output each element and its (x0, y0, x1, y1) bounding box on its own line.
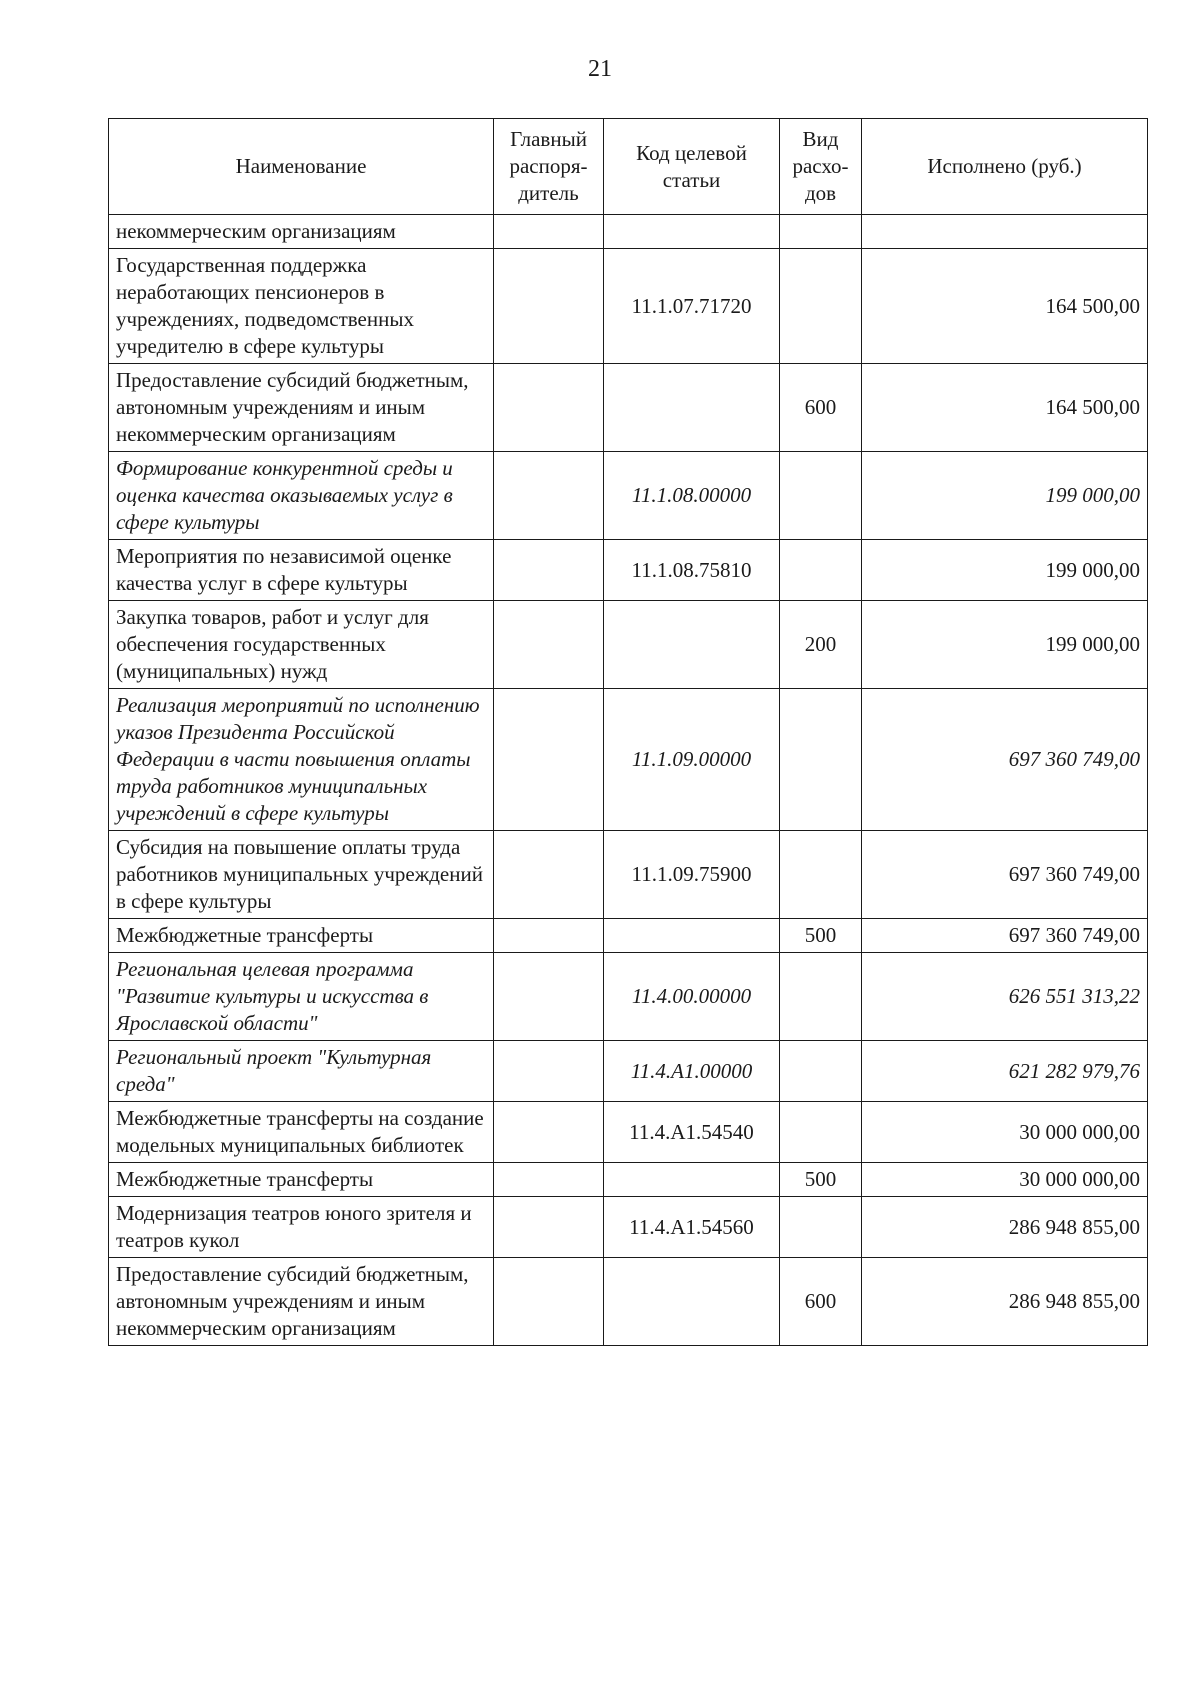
cell-name: Межбюджетные трансферты (109, 919, 494, 953)
table-row (109, 215, 1148, 249)
cell-type (780, 831, 862, 919)
cell-type: 500 (780, 919, 862, 953)
cell-code: 11.1.09.75900 (604, 831, 780, 919)
cell-code: 11.4.00.00000 (604, 953, 780, 1041)
cell-chief (494, 1258, 604, 1346)
table-row (109, 452, 1148, 540)
cell-name: Предоставление субсидий бюджетным, автономным учреждениям и иным некоммерческим организациям (109, 1258, 494, 1346)
table-row (109, 1163, 1148, 1197)
table-row (109, 1102, 1148, 1163)
cell-chief (494, 452, 604, 540)
cell-name: Межбюджетные трансферты на создание модельных муниципальных библиотек (109, 1102, 494, 1163)
cell-name: Субсидия на повышение оплаты труда работников муниципальных учреждений в сфере культуры (109, 831, 494, 919)
cell-type (780, 953, 862, 1041)
header-name: Наименование (109, 119, 494, 215)
cell-chief (494, 215, 604, 249)
cell-type: 600 (780, 1258, 862, 1346)
cell-name: Межбюджетные трансферты (109, 1163, 494, 1197)
cell-name: Региональная целевая программа "Развитие культуры и искусства в Ярославской области" (109, 953, 494, 1041)
header-type: Вид расхо-дов (780, 119, 862, 215)
cell-type (780, 215, 862, 249)
cell-type (780, 1102, 862, 1163)
cell-amount: 286 948 855,00 (862, 1197, 1148, 1258)
cell-chief (494, 831, 604, 919)
cell-type (780, 1041, 862, 1102)
cell-chief (494, 953, 604, 1041)
header-amount: Исполнено (руб.) (862, 119, 1148, 215)
cell-type (780, 249, 862, 364)
cell-code (604, 215, 780, 249)
cell-amount: 626 551 313,22 (862, 953, 1148, 1041)
budget-table (108, 118, 1148, 1346)
table-row (109, 364, 1148, 452)
cell-type (780, 689, 862, 831)
cell-chief (494, 1197, 604, 1258)
cell-type: 500 (780, 1163, 862, 1197)
cell-name: Государственная поддержка неработающих пенсионеров в учреждениях, подведомственных учредителю в сфере культуры (109, 249, 494, 364)
table-row (109, 831, 1148, 919)
cell-name: Реализация мероприятий по исполнению указов Президента Российской Федерации в части повышения оплаты труда работников муниципальных учреждений в сфере культуры (109, 689, 494, 831)
cell-amount: 199 000,00 (862, 540, 1148, 601)
cell-type (780, 540, 862, 601)
cell-amount: 286 948 855,00 (862, 1258, 1148, 1346)
cell-chief (494, 364, 604, 452)
cell-amount: 30 000 000,00 (862, 1163, 1148, 1197)
cell-type: 600 (780, 364, 862, 452)
cell-amount: 621 282 979,76 (862, 1041, 1148, 1102)
table-row (109, 540, 1148, 601)
cell-code: 11.1.08.00000 (604, 452, 780, 540)
cell-chief (494, 601, 604, 689)
header-code: Код целевой статьи (604, 119, 780, 215)
cell-amount (862, 215, 1148, 249)
cell-name: Мероприятия по независимой оценке качества услуг в сфере культуры (109, 540, 494, 601)
cell-code (604, 1163, 780, 1197)
cell-type (780, 1197, 862, 1258)
table-row (109, 1197, 1148, 1258)
table-row (109, 953, 1148, 1041)
cell-code (604, 919, 780, 953)
cell-chief (494, 689, 604, 831)
table-row (109, 689, 1148, 831)
cell-name: Модернизация театров юного зрителя и театров кукол (109, 1197, 494, 1258)
cell-type: 200 (780, 601, 862, 689)
cell-amount: 164 500,00 (862, 364, 1148, 452)
cell-chief (494, 1041, 604, 1102)
cell-amount: 199 000,00 (862, 601, 1148, 689)
cell-code (604, 601, 780, 689)
cell-amount: 697 360 749,00 (862, 689, 1148, 831)
cell-code (604, 1258, 780, 1346)
cell-name: Предоставление субсидий бюджетным, автономным учреждениям и иным некоммерческим организациям (109, 364, 494, 452)
cell-chief (494, 1102, 604, 1163)
table-body (109, 215, 1148, 1346)
cell-amount: 697 360 749,00 (862, 831, 1148, 919)
cell-name: некоммерческим организациям (109, 215, 494, 249)
cell-name: Региональный проект "Культурная среда" (109, 1041, 494, 1102)
cell-chief (494, 249, 604, 364)
cell-name: Формирование конкурентной среды и оценка качества оказываемых услуг в сфере культуры (109, 452, 494, 540)
cell-amount: 697 360 749,00 (862, 919, 1148, 953)
cell-type (780, 452, 862, 540)
header-chief: Главный распоря-дитель (494, 119, 604, 215)
cell-code: 11.1.07.71720 (604, 249, 780, 364)
cell-name: Закупка товаров, работ и услуг для обеспечения государственных (муниципальных) нужд (109, 601, 494, 689)
cell-code: 11.1.08.75810 (604, 540, 780, 601)
table-row (109, 601, 1148, 689)
cell-amount: 199 000,00 (862, 452, 1148, 540)
cell-code: 11.4.А1.54560 (604, 1197, 780, 1258)
cell-code (604, 364, 780, 452)
table-row (109, 919, 1148, 953)
table-row (109, 1258, 1148, 1346)
cell-code: 11.1.09.00000 (604, 689, 780, 831)
table-header-row (109, 119, 1148, 215)
cell-amount: 164 500,00 (862, 249, 1148, 364)
table-row (109, 249, 1148, 364)
table-row (109, 1041, 1148, 1102)
cell-chief (494, 1163, 604, 1197)
cell-chief (494, 919, 604, 953)
cell-code: 11.4.А1.00000 (604, 1041, 780, 1102)
cell-chief (494, 540, 604, 601)
cell-amount: 30 000 000,00 (862, 1102, 1148, 1163)
cell-code: 11.4.А1.54540 (604, 1102, 780, 1163)
page-number: 21 (588, 56, 612, 82)
